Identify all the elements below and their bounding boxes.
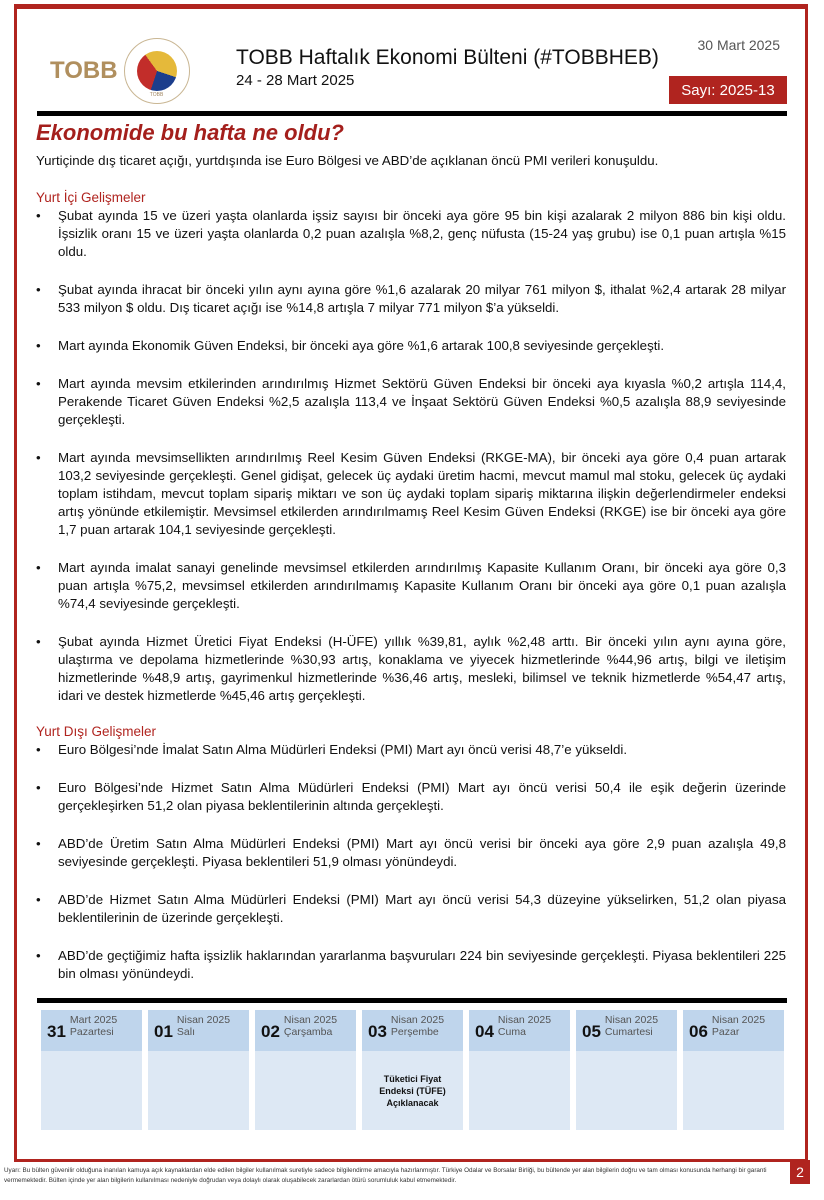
publish-date: 30 Mart 2025 — [697, 37, 780, 53]
list-item: • ABD’de geçtiğimiz hafta işsizlik haklarından yararlanma başvuruları 224 bin seviyesinde gerçekleşti. Piyasa beklentileri 225 bin olması yönündeydi. — [36, 947, 786, 983]
calendar-event — [148, 1051, 249, 1130]
month-label: Mart 2025 — [69, 1014, 118, 1026]
tobb-seal-icon: TOBB — [124, 38, 190, 104]
month-label: Nisan 2025 — [283, 1014, 338, 1026]
day-number: 04 — [475, 1022, 494, 1041]
weekday-label: Çarşamba — [283, 1026, 333, 1038]
calendar-event — [469, 1051, 570, 1130]
list-item: • Mart ayında imalat sanayi genelinde mevsimsel etkilerden arındırılmış Kapasite Kullanım Oranı, bir önceki aya göre 0,3 puan artışla %75,2, mevsimsel etkilerden arındırılmamış Kapasite Kullanım Oranı bir önceki aya göre 0,1 puan azalışla %74,4 seviyesinde gerçekleşti. — [36, 559, 786, 613]
calendar-event — [576, 1051, 677, 1130]
logo-text: TOBB — [50, 57, 118, 84]
section-heading: Ekonomide bu hafta ne oldu? — [36, 120, 344, 145]
weekday-label: Salı — [176, 1026, 196, 1038]
calendar-day — [576, 1010, 677, 1130]
disclaimer: Uyarı: Bu bülten güvenilir olduğuna inanılan kamuya açık kaynaklardan elde edilen bilgiler kullanılmak suretiyle sadece bilgilendirme amacıyla hazırlanmıştır. Türkiye Odalar ve Borsalar Birliği, bu bültende yer alan bilgilerin doğru ve tam olması konusunda herhangi bir garanti vermemektedir. Bülten içinde yer alan bilgilerin kullanılması nedeniyle doğrudan veya dolaylı olarak oluşabilecek zararlardan ötürü sorumluluk kabul etmemektedir. — [4, 1167, 767, 1184]
calendar-day — [683, 1010, 784, 1130]
day-meta — [712, 1014, 765, 1038]
issue-badge: Sayı: 2025-13 — [669, 76, 787, 104]
weekday-label: Pazartesi — [69, 1026, 114, 1038]
weekday-label: Pazar — [711, 1026, 740, 1038]
day-meta — [498, 1014, 551, 1038]
list-item: • Şubat ayında 15 ve üzeri yaşta olanlarda işsiz sayısı bir önceki aya göre 95 bin kişi azalarak 2 milyon 886 bin kişi oldu. İşsizlik oranı 15 ve üzeri yaşta olanlarda 0,2 puan azalışla %8,2, genç nüfusta (15-24 yaş grubu) ise 0,1 puan artışla %15 oldu. — [36, 207, 786, 261]
calendar-day — [41, 1010, 142, 1130]
month-label: Nisan 2025 — [604, 1014, 659, 1026]
month-label: Nisan 2025 — [176, 1014, 231, 1026]
day-number: 06 — [689, 1022, 708, 1041]
month-label: Nisan 2025 — [497, 1014, 552, 1026]
calendar-day-header — [362, 1010, 463, 1051]
foreign-list — [36, 741, 786, 983]
calendar-event — [255, 1051, 356, 1130]
list-item: • Euro Bölgesi’nde İmalat Satın Alma Müdürleri Endeksi (PMI) Mart ayı öncü verisi 48,7’e yükseldi. — [36, 741, 786, 759]
month-label: Nisan 2025 — [390, 1014, 445, 1026]
day-number: 02 — [261, 1022, 280, 1041]
domestic-list — [36, 207, 786, 705]
month-label: Nisan 2025 — [711, 1014, 766, 1026]
day-meta — [391, 1014, 444, 1038]
week-range: 24 - 28 Mart 2025 — [236, 72, 355, 89]
weekly-calendar — [41, 1010, 784, 1130]
intro-text: Yurtiçinde dış ticaret açığı, yurtdışında ise Euro Bölgesi ve ABD’de açıklanan öncü PMI verileri konuşuldu. — [36, 153, 659, 168]
calendar-day-header — [148, 1010, 249, 1051]
list-item: • Şubat ayında Hizmet Üretici Fiyat Endeksi (H-ÜFE) yıllık %39,81, aylık %2,48 arttı. Bir önceki yılın aynı ayına göre, ulaştırma ve depolama hizmetlerinde %30,93 artış, konaklama ve yiyecek hizmetlerinde %44,96 artış, bilgi ve iletişim hizmetlerinde %48,9 artış, gayrimenkul hizmetlerinde %36,46 artış, mesleki, bilimsel ve teknik hizmetlerde %54,47 artış, idari ve destek hizmetlerde %45,46 artış gerçekleşti. — [36, 633, 786, 705]
weekday-label: Cumartesi — [604, 1026, 653, 1038]
list-item: • ABD’de Hizmet Satın Alma Müdürleri Endeksi (PMI) Mart ayı öncü verisi 54,3 düzeyine yükselirken, 51,2 olan piyasa beklentilerinin de üzerinde gerçekleşti. — [36, 891, 786, 927]
day-meta — [605, 1014, 658, 1038]
weekday-label: Cuma — [497, 1026, 526, 1038]
weekday-label: Perşembe — [390, 1026, 439, 1038]
calendar-day — [469, 1010, 570, 1130]
calendar-divider — [37, 998, 787, 1003]
day-number: 03 — [368, 1022, 387, 1041]
list-item: • Mart ayında mevsim etkilerinden arındırılmış Hizmet Sektörü Güven Endeksi bir önceki aya kıyasla %0,2 artışla 114,4, Perakende Ticaret Güven Endeksi %2,5 azalışla 113,4 ve İnşaat Sektörü Güven Endeksi %0,5 azalışla 88,9 seviyesinde gerçekleşti. — [36, 375, 786, 429]
day-meta — [284, 1014, 337, 1038]
bulletin-title: TOBB Haftalık Ekonomi Bülteni (#TOBBHEB) — [236, 46, 659, 69]
calendar-day — [255, 1010, 356, 1130]
calendar-event — [683, 1051, 784, 1130]
day-meta — [70, 1014, 117, 1038]
domestic-heading: Yurt İçi Gelişmeler — [36, 190, 146, 205]
list-item: • Mart ayında mevsimsellikten arındırılmış Reel Kesim Güven Endeksi (RKGE-MA), bir önceki aya göre 0,4 puan artarak 103,2 seviyesinde gerçekleşti. Genel gidişat, gelecek üç aydaki üretim hacmi, mevcut mamul mal stoku, gelecek üç aydaki toplam istihdam, mevcut toplam sipariş miktarı ve son üç aydaki toplam sipariş miktarına ilişkin değerlendirmeler endeksi artış yönünde etkilemiştir. Mevsimsel etkilerden arındırılmamış Reel Kesim Güven Endeksi (RKGE) ise bir önceki aya göre 1,7 puan artarak 104,1 seviyesinde gerçekleşti. — [36, 449, 786, 539]
list-item: • Mart ayında Ekonomik Güven Endeksi, bir önceki aya göre %1,6 artarak 100,8 seviyesinde gerçekleşti. — [36, 337, 786, 355]
calendar-event: Tüketici Fiyat Endeksi (TÜFE) Açıklanacak — [362, 1051, 463, 1130]
calendar-day-header — [683, 1010, 784, 1051]
calendar-day-header — [41, 1010, 142, 1051]
foreign-heading: Yurt Dışı Gelişmeler — [36, 724, 157, 739]
calendar-day-header — [469, 1010, 570, 1051]
page-number: 2 — [790, 1160, 810, 1184]
calendar-day — [148, 1010, 249, 1130]
main-content — [36, 120, 786, 1003]
divider — [37, 111, 787, 116]
list-item: • ABD’de Üretim Satın Alma Müdürleri Endeksi (PMI) Mart ayı öncü verisi bir önceki aya göre 2,9 puan azalışla 49,8 seviyesinde gerçekleşti. Piyasa beklentileri 51,9 olması yönündeydi. — [36, 835, 786, 871]
day-meta — [177, 1014, 230, 1038]
calendar-day — [362, 1010, 463, 1130]
day-number: 05 — [582, 1022, 601, 1041]
day-number: 01 — [154, 1022, 173, 1041]
list-item: • Şubat ayında ihracat bir önceki yılın aynı ayına göre %1,6 azalarak 20 milyar 761 milyon $, ithalat %2,4 artarak 28 milyar 533 milyon $ oldu. Dış ticaret açığı ise %14,8 artışla 7 milyar 771 milyon $’a yükseldi. — [36, 281, 786, 317]
tobb-logo — [50, 38, 190, 104]
day-number: 31 — [47, 1022, 66, 1041]
calendar-day-header — [576, 1010, 677, 1051]
calendar-day-header — [255, 1010, 356, 1051]
calendar-event — [41, 1051, 142, 1130]
list-item: • Euro Bölgesi’nde Hizmet Satın Alma Müdürleri Endeksi (PMI) Mart ayı öncü verisi 50,4 ile eşik değerin üzerinde gerçekleşirken 51,2 olan piyasa beklentilerinin altında gerçekleşti. — [36, 779, 786, 815]
